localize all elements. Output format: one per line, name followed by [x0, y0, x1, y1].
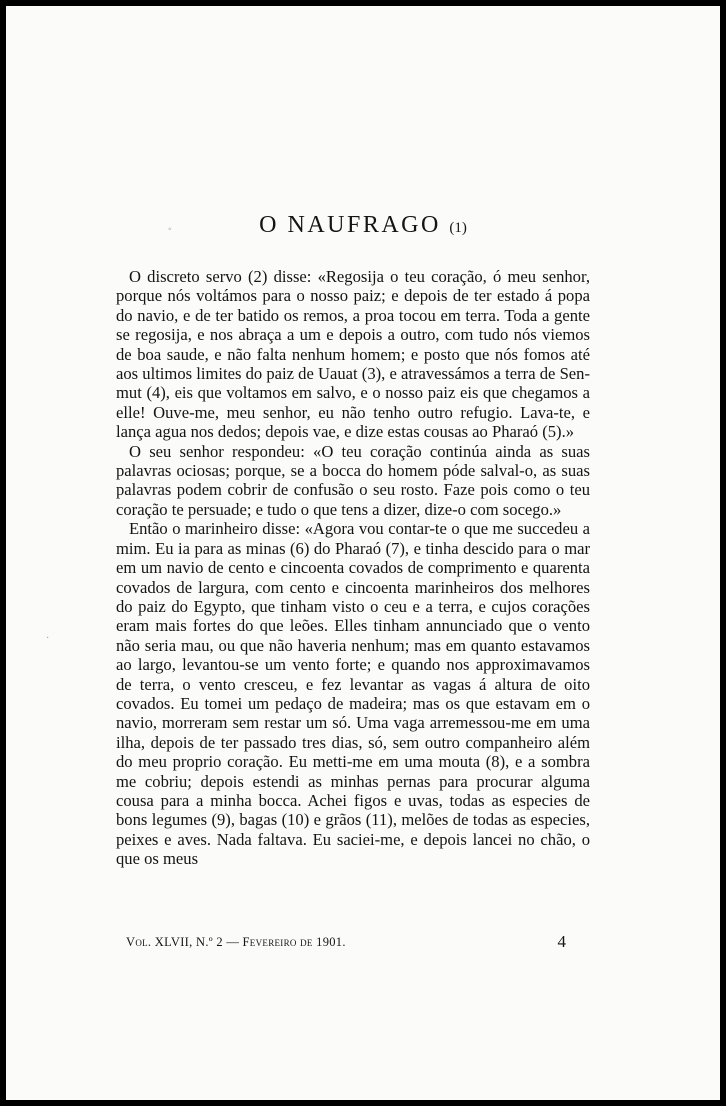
paragraph-2: O seu senhor respondeu: «O teu coração continúa ainda as suas palavras ociosas; porque, se a bocca do homem póde salval-o, as suas palavras podem cobrir de confusão o seu rosto. Faze pois como o teu coração te persuade; e tudo o que tens a dizer, dize-o com socego.»	[116, 441, 590, 519]
article-body	[116, 267, 590, 869]
document-page	[6, 6, 720, 1100]
page-number: 4	[557, 932, 566, 951]
print-speck: ·	[46, 633, 50, 644]
title-text: O NAUFRAGO	[259, 212, 441, 238]
page-title	[6, 212, 720, 239]
paragraph-3: Então o marinheiro disse: «Agora vou contar-te o que me succedeu a mim. Eu ia para as minas (6) do Pharaó (7), e tinha descido para o mar em um navio de cento e cincoenta covados de comprimento e quarenta covados de largura, com cento e cincoenta marinheiros dos melhores do paiz do Egypto, que tinham visto o ceu e a terra, e cujos corações eram mais fortes do que leões. Elles tinham annunciado que o vento não seria mau, ou que não haveria nenhum; mas em quanto estavamos ao largo, levantou-se um vento forte; e quando nos approximavamos de terra, o vento cresceu, e fez levantar as vagas á altura de oito covados. Eu tomei um pedaço de madeira; mas os que estavam em o navio, morreram sem restar um só. Uma vaga arremessou-me em uma ilha, depois de ter passado tres dias, só, sem outro companheiro além do meu proprio coração. Eu metti-me em uma mouta (8), e a sombra me cobriu; depois estendi as minhas pernas para procurar alguma cousa para a minha bocca. Achei figos e uvas, todas as especies de bons legumes (9), bagas (10) e grãos (11), melões de todas as especies, peixes e aves. Nada faltava. Eu saciei-me, e depois lancei no chão, o que os meus	[116, 519, 590, 869]
title-footnote-marker: (1)	[449, 220, 467, 236]
paragraph-1: O discreto servo (2) disse: «Regosija o teu coração, ó meu senhor, porque nós voltámos para o nosso paiz; e depois de ter estado á popa do navio, e de ter batido os remos, a proa tocou em terra. Toda a gente se regosija, e nos abraça a um e depois a outro, com tudo nós viemos de boa saude, e não falta nenhum homem; e posto que nós fomos até aos ultimos limites do paiz de Uauat (3), e atravessámos a terra de Sen-mut (4), eis que voltamos em salvo, e o nosso paiz eis que chegamos a elle! Ouve-me, meu senhor, eu não tenho outro refugio. Lava-te, e lança agua nos dedos; depois vae, e dize estas cousas ao Pharaó (5).»	[116, 267, 590, 442]
print-speck: ◦	[168, 224, 172, 235]
issue-info: Vol. XLVII, N.º 2 — Fevereiro de 1901.	[126, 935, 346, 949]
